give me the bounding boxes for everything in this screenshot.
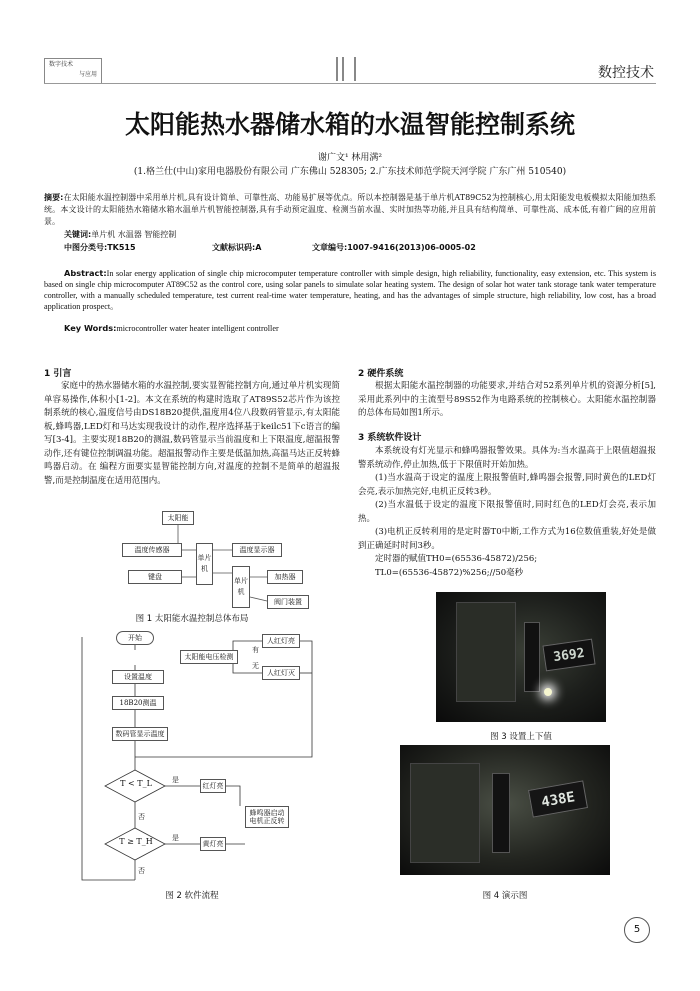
keywords-zh [64,229,176,240]
mcu-chip [492,773,510,853]
fig2-label-no1: 否 [138,813,145,821]
fig1-heater-box: 加热器 [267,570,303,584]
seven-segment-display: 3692 [542,639,595,672]
mcu-chip [524,622,540,692]
logo-line2: 与应用 [78,71,97,78]
fig2-label-yes2: 是 [172,834,179,842]
fig1-mcu1-box: 单片机 [196,543,213,585]
figure4-caption: 图 4 演示图 [482,891,528,901]
fig2-set-temp: 设置温度 [112,670,164,684]
abstract-en-text: In solar energy application of single chip microcomputer temperature controller with simple design, high reliability, functionality, easy extension, etc. This system is based on single chip microcomputer AT89C52 as the control core, using solar panels to simulate solar heating system. The design of solar hot water tank storage tank water temperature controller, with a manually scheduled temperature, test current real-time water temperature, heating, and has the advantages of simple structure, high reliability, low cost, has a broad application prospect。 [44,269,656,311]
fig1-sensor-box: 温度传感器 [122,543,182,557]
abstract-zh-text: 在太阳能水温控制器中采用单片机,具有设计简单、可靠性高、功能易扩展等优点。所以本控制器是基于单片机AT89C52为控制核心,用太阳能发电板模拟太阳能加热系统。本文设计的太阳能热水箱储水箱水温单片机智能控制器,具有手动预定温度、检测当前水温、实时加热等功能,并且具有结构简单、可靠性高、成本低,有着广阔的应用前景。 [44,193,656,226]
seven-segment-display: 438E [528,780,588,817]
doc-code: 文献标识码:A [212,243,262,252]
figure3-photo [436,592,606,722]
page-number: 5 [624,917,650,943]
solar-panel [410,763,480,863]
fig2-solar-check: 太阳能电压检测 [180,650,238,664]
keywords-zh-label: 关键词: [64,230,92,239]
section1-paragraph: 家庭中的热水器储水箱的水温控制,要实显智能控制方向,通过单片机实现简单容易操作,体积小[1-2]。本文在系统的构建时选取了AT89S52芯片作为该控制系统的核心,温度信号由DS18B20提供,温度用4位八段数码管显示,有太阳能板,蜂鸣器,LED灯和马达实现我设计的动作,程序选择基于keilc51下c语言的编写[3-4]。主要实现18B20的测温,数码管显示当前温度和上下限温度,超温报警动作,还有键位控制调温功能。超温报警动作主要是低温加热,高温马达正反转蜂鸣器启动。在 编程方面要实显智能控制方向,对温度的控制不是简单的超温报警,而是控制温度在适用范围内。 [44,381,340,486]
fig2-label-have: 有 [252,646,259,654]
keywords-en [64,323,279,333]
affiliation: (1.格兰仕(中山)家用电器股份有限公司 广东佛山 528305; 2.广东技术师范学院天河学院 广东广州 510540) [133,167,567,177]
fig1-solar-box: 太阳能 [162,511,194,525]
fig2-cond-high: T ≥ T_H [119,837,153,846]
clc-number: 中图分类号:TK515 [64,243,136,252]
fig1-keys-box: 键盘 [128,570,182,584]
fig2-show-temp: 数码管显示温度 [112,727,168,741]
header-rule [44,83,656,84]
section1-heading: 1 引言 [44,369,72,379]
keywords-en-text: microcontroller water heater intelligent controller [116,324,279,333]
fig1-mcu2-box: 单片机 [232,566,250,608]
fig2-measure: 18B20测温 [112,696,164,710]
led-light [544,688,552,696]
fig2-label-none: 无 [252,662,259,670]
section3-p6: TL0=(65536-45872)%256;//50毫秒 [375,567,524,578]
figure3-caption: 图 3 设置上下值 [490,732,552,742]
section3-p1: 本系统设有灯光显示和蜂鸣器报警效果。具体为:当水温高于上限值超温报警系统动作,停止加热,低于下限值时开始加热。 [358,446,656,470]
authors: 谢广文¹ 林用满² [317,153,383,163]
fig2-led-on: 人红灯亮 [262,634,300,648]
abstract-en-label: Abstract: [64,268,107,278]
fig2-start: 开始 [116,631,154,645]
section2-heading: 2 硬件系统 [358,369,404,379]
journal-section: 数控技术 [598,65,654,81]
fig2-buzzer-motor: 蜂鸣器启动 电机正反转 [245,806,289,828]
section3-body [358,445,656,580]
section2-paragraph: 根据太阳能水温控制器的功能要求,并结合对52系列单片机的资源分析[5],采用此系列中的主流型号89S52作为电路系统的控制核心。太阳能水温控制器的总体布局如图1所示。 [358,381,656,418]
article-number: 文章编号:1007-9416(2013)06-0005-02 [312,243,476,252]
journal-logo [44,58,102,84]
figure1-caption: 图 1 太阳能水温控制总体布局 [135,614,249,624]
section3-p2: (1)当水温高于设定的温度上限报警值时,蜂鸣器会报警,同时黄色的LED灯会亮,表示加热完好,电机正反转3秒。 [358,473,656,497]
fig2-label-yes1: 是 [172,776,179,784]
figure4-photo [400,745,610,875]
logo-line1: 数字技术 [49,61,74,68]
fig2-label-no2: 否 [138,867,145,875]
fig2-yellow-led: 黄灯亮 [200,837,226,851]
fig2-red-led: 红灯亮 [200,779,226,793]
section3-p5: 定时器的赋值TH0=(65536-45872)/256; [375,554,538,564]
fig2-cond-low: T < T_L [120,779,152,788]
section3-p3: (2)当水温低于设定的温度下限报警值时,同时红色的LED灯会亮,表示加热。 [358,500,656,524]
fig1-display-box: 温度显示器 [232,543,282,557]
section3-p4: (3)电机正反转利用的是定时器T0中断,工作方式为16位数值重装,好处是做到正确延时时间3秒。 [358,527,656,551]
paper-title: 太阳能热水器储水箱的水温智能控制系统 [124,110,575,139]
keywords-zh-text: 单片机 水温器 智能控制 [91,230,177,239]
abstract-en [44,268,656,312]
fig2-led-off: 人红灯灭 [262,666,300,680]
keywords-en-label: Key Words: [64,323,117,333]
circuit-board [456,602,516,702]
header-bars [332,57,362,81]
fig1-valve-box: 阀门装置 [267,595,309,609]
section3-heading: 3 系统软件设计 [358,433,422,443]
abstract-zh-label: 摘要: [44,193,64,202]
figure2-caption: 图 2 软件流程 [165,891,219,901]
abstract-zh [44,192,656,228]
